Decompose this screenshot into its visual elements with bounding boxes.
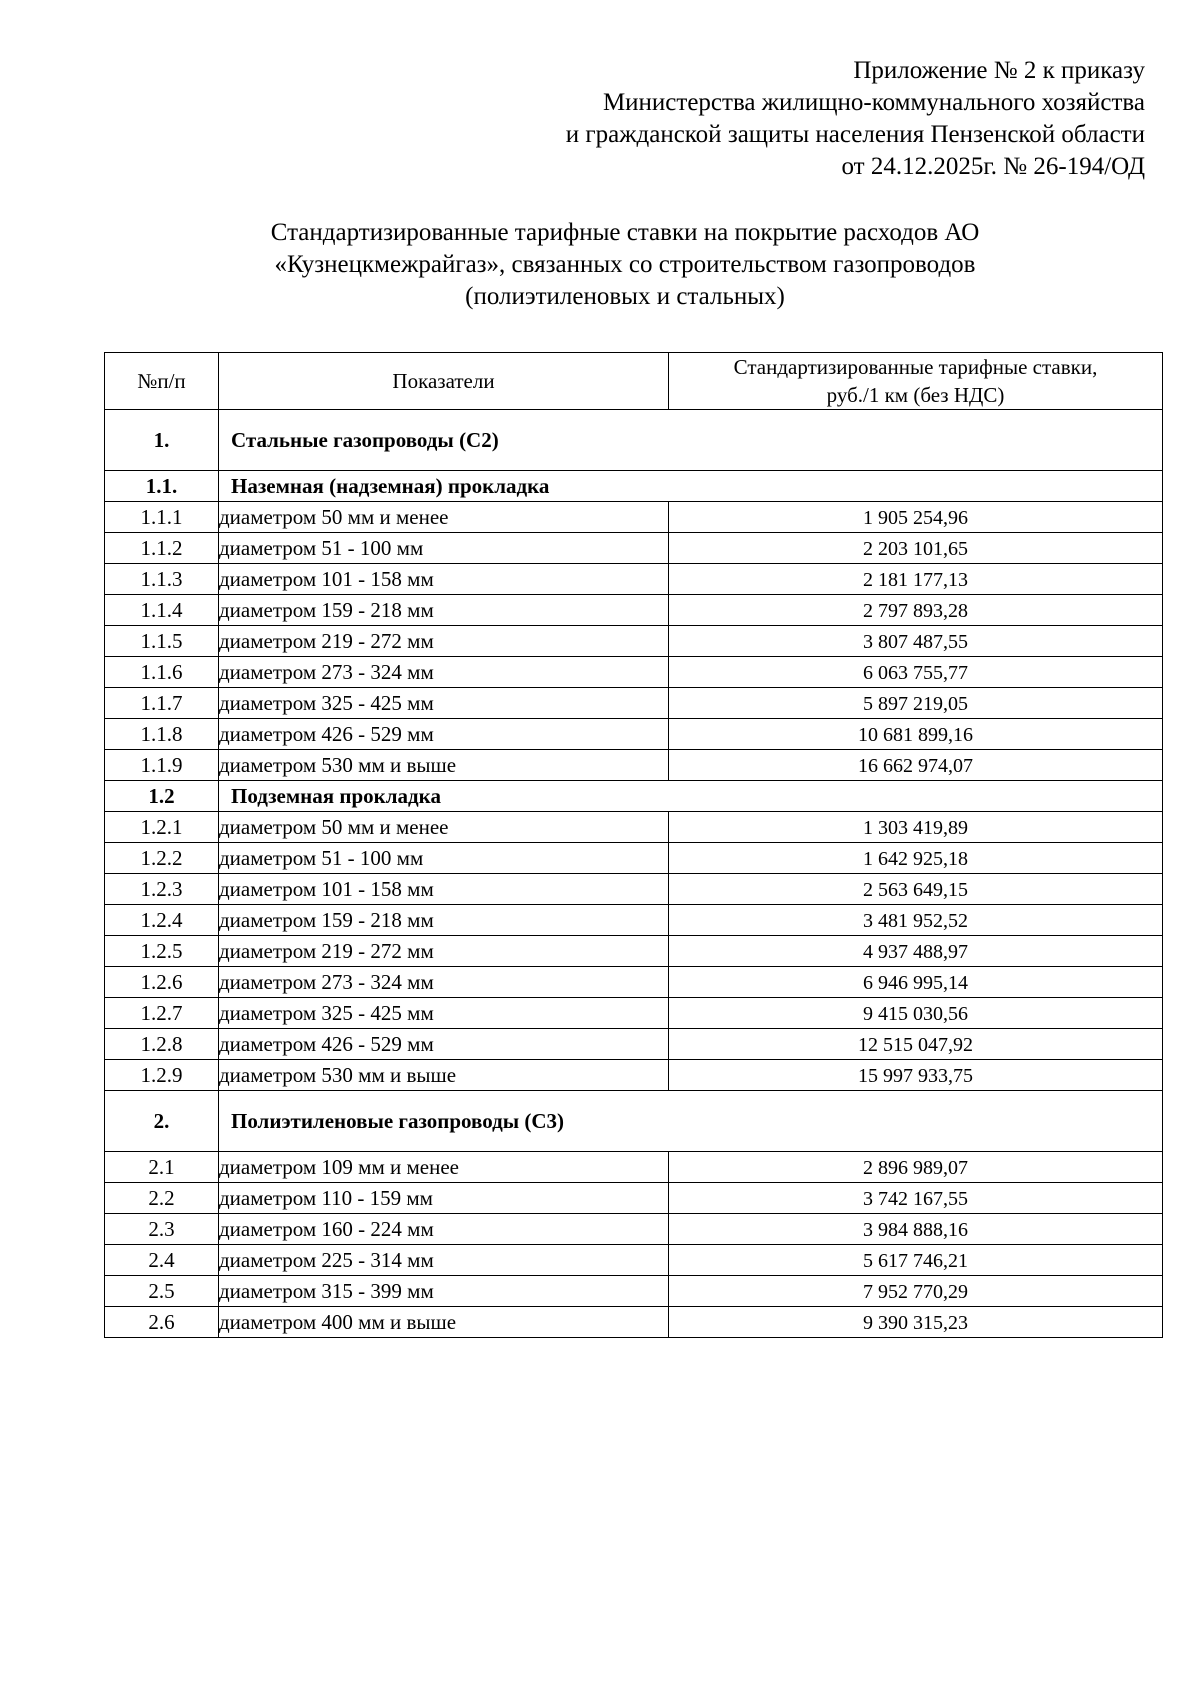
row-indicator: Наземная (надземная) прокладка xyxy=(219,471,1163,502)
row-indicator: диаметром 273 - 324 мм xyxy=(219,967,669,998)
row-indicator: диаметром 273 - 324 мм xyxy=(219,657,669,688)
table-row xyxy=(105,905,1163,936)
row-number: 2.5 xyxy=(105,1276,219,1307)
row-indicator: диаметром 530 мм и выше xyxy=(219,1060,669,1091)
row-number: 2.3 xyxy=(105,1214,219,1245)
row-indicator: диаметром 51 - 100 мм xyxy=(219,843,669,874)
table-row xyxy=(105,1307,1163,1338)
row-indicator: Стальные газопроводы (С2) xyxy=(219,410,1163,471)
row-number: 1.2.8 xyxy=(105,1029,219,1060)
column-header-number: №п/п xyxy=(105,353,219,410)
row-rate-value: 5 897 219,05 xyxy=(669,688,1163,719)
row-number: 1.1.3 xyxy=(105,564,219,595)
row-indicator: диаметром 426 - 529 мм xyxy=(219,1029,669,1060)
table-row xyxy=(105,719,1163,750)
column-header-rate-line-1: Стандартизированные тарифные ставки, xyxy=(733,355,1098,379)
document-title xyxy=(230,217,1020,313)
table-row xyxy=(105,1152,1163,1183)
table-row xyxy=(105,967,1163,998)
row-number: 2. xyxy=(105,1091,219,1152)
row-indicator: диаметром 51 - 100 мм xyxy=(219,533,669,564)
subsection-row xyxy=(105,781,1163,812)
row-indicator: диаметром 109 мм и менее xyxy=(219,1152,669,1183)
table-row xyxy=(105,1029,1163,1060)
table-row xyxy=(105,998,1163,1029)
title-line-2: «Кузнецкмежрайгаз», связанных со строительством газопроводов xyxy=(274,251,976,278)
table-row xyxy=(105,657,1163,688)
row-number: 1.1.8 xyxy=(105,719,219,750)
row-number: 1.1.9 xyxy=(105,750,219,781)
row-indicator: диаметром 50 мм и менее xyxy=(219,812,669,843)
row-rate-value: 2 896 989,07 xyxy=(669,1152,1163,1183)
tariff-table xyxy=(104,352,1163,1338)
column-header-indicator: Показатели xyxy=(219,353,669,410)
row-indicator: диаметром 219 - 272 мм xyxy=(219,626,669,657)
row-rate-value: 16 662 974,07 xyxy=(669,750,1163,781)
row-number: 1.1.2 xyxy=(105,533,219,564)
row-rate-value: 9 390 315,23 xyxy=(669,1307,1163,1338)
row-indicator: диаметром 325 - 425 мм xyxy=(219,688,669,719)
table-row xyxy=(105,502,1163,533)
row-number: 2.1 xyxy=(105,1152,219,1183)
header-appendix-line: Приложение № 2 к приказу xyxy=(853,57,1145,84)
row-number: 1.2.5 xyxy=(105,936,219,967)
row-rate-value: 15 997 933,75 xyxy=(669,1060,1163,1091)
row-rate-value: 1 303 419,89 xyxy=(669,812,1163,843)
row-number: 1.2.3 xyxy=(105,874,219,905)
row-indicator: Подземная прокладка xyxy=(219,781,1163,812)
row-indicator: диаметром 159 - 218 мм xyxy=(219,905,669,936)
row-number: 1.2.7 xyxy=(105,998,219,1029)
row-number: 1.1.5 xyxy=(105,626,219,657)
row-indicator: Полиэтиленовые газопроводы (С3) xyxy=(219,1091,1163,1152)
row-number: 1.2.6 xyxy=(105,967,219,998)
subsection-row xyxy=(105,471,1163,502)
table-row xyxy=(105,1060,1163,1091)
column-header-rate xyxy=(669,353,1163,410)
header-region-line: и гражданской защиты населения Пензенской области xyxy=(565,121,1145,148)
row-rate-value: 9 415 030,56 xyxy=(669,998,1163,1029)
row-indicator: диаметром 159 - 218 мм xyxy=(219,595,669,626)
row-indicator: диаметром 160 - 224 мм xyxy=(219,1214,669,1245)
row-rate-value: 3 481 952,52 xyxy=(669,905,1163,936)
table-row xyxy=(105,1245,1163,1276)
row-rate-value: 7 952 770,29 xyxy=(669,1276,1163,1307)
table-row xyxy=(105,750,1163,781)
row-indicator: диаметром 101 - 158 мм xyxy=(219,564,669,595)
row-indicator: диаметром 50 мм и менее xyxy=(219,502,669,533)
row-number: 2.6 xyxy=(105,1307,219,1338)
row-rate-value: 2 797 893,28 xyxy=(669,595,1163,626)
table-row xyxy=(105,812,1163,843)
row-rate-value: 12 515 047,92 xyxy=(669,1029,1163,1060)
table-row xyxy=(105,874,1163,905)
table-row xyxy=(105,1214,1163,1245)
row-indicator: диаметром 530 мм и выше xyxy=(219,750,669,781)
row-rate-value: 6 063 755,77 xyxy=(669,657,1163,688)
row-number: 1.2 xyxy=(105,781,219,812)
row-number: 1.1. xyxy=(105,471,219,502)
column-header-rate-line-2: руб./1 км (без НДС) xyxy=(826,383,1005,407)
row-rate-value: 4 937 488,97 xyxy=(669,936,1163,967)
row-indicator: диаметром 426 - 529 мм xyxy=(219,719,669,750)
table-header-row xyxy=(105,353,1163,410)
table-row xyxy=(105,1183,1163,1214)
table-row xyxy=(105,936,1163,967)
row-number: 1.2.4 xyxy=(105,905,219,936)
row-indicator: диаметром 219 - 272 мм xyxy=(219,936,669,967)
row-indicator: диаметром 315 - 399 мм xyxy=(219,1276,669,1307)
row-rate-value: 3 984 888,16 xyxy=(669,1214,1163,1245)
table-row xyxy=(105,1276,1163,1307)
row-number: 1.1.7 xyxy=(105,688,219,719)
row-indicator: диаметром 325 - 425 мм xyxy=(219,998,669,1029)
table-row xyxy=(105,843,1163,874)
title-line-1: Стандартизированные тарифные ставки на покрытие расходов АО xyxy=(270,219,980,246)
row-number: 1.2.2 xyxy=(105,843,219,874)
row-rate-value: 10 681 899,16 xyxy=(669,719,1163,750)
row-number: 1.1.4 xyxy=(105,595,219,626)
row-indicator: диаметром 101 - 158 мм xyxy=(219,874,669,905)
row-indicator: диаметром 225 - 314 мм xyxy=(219,1245,669,1276)
title-line-3: (полиэтиленовых и стальных) xyxy=(465,283,785,310)
table-row xyxy=(105,688,1163,719)
row-number: 2.4 xyxy=(105,1245,219,1276)
table-row xyxy=(105,626,1163,657)
row-rate-value: 1 642 925,18 xyxy=(669,843,1163,874)
table-row xyxy=(105,533,1163,564)
row-rate-value: 2 181 177,13 xyxy=(669,564,1163,595)
table-row xyxy=(105,595,1163,626)
row-rate-value: 3 742 167,55 xyxy=(669,1183,1163,1214)
section-row xyxy=(105,1091,1163,1152)
header-order-date-line: от 24.12.2025г. № 26-194/ОД xyxy=(841,153,1145,180)
table-body xyxy=(105,410,1163,1338)
row-number: 1. xyxy=(105,410,219,471)
row-number: 1.2.9 xyxy=(105,1060,219,1091)
section-row xyxy=(105,410,1163,471)
row-rate-value: 2 563 649,15 xyxy=(669,874,1163,905)
row-indicator: диаметром 110 - 159 мм xyxy=(219,1183,669,1214)
row-rate-value: 6 946 995,14 xyxy=(669,967,1163,998)
row-indicator: диаметром 400 мм и выше xyxy=(219,1307,669,1338)
row-number: 1.1.6 xyxy=(105,657,219,688)
document-header xyxy=(566,55,1145,183)
row-number: 1.2.1 xyxy=(105,812,219,843)
row-rate-value: 2 203 101,65 xyxy=(669,533,1163,564)
row-rate-value: 1 905 254,96 xyxy=(669,502,1163,533)
header-ministry-line: Министерства жилищно-коммунального хозяйства xyxy=(602,89,1145,116)
table-row xyxy=(105,564,1163,595)
row-number: 1.1.1 xyxy=(105,502,219,533)
row-rate-value: 3 807 487,55 xyxy=(669,626,1163,657)
row-number: 2.2 xyxy=(105,1183,219,1214)
row-rate-value: 5 617 746,21 xyxy=(669,1245,1163,1276)
